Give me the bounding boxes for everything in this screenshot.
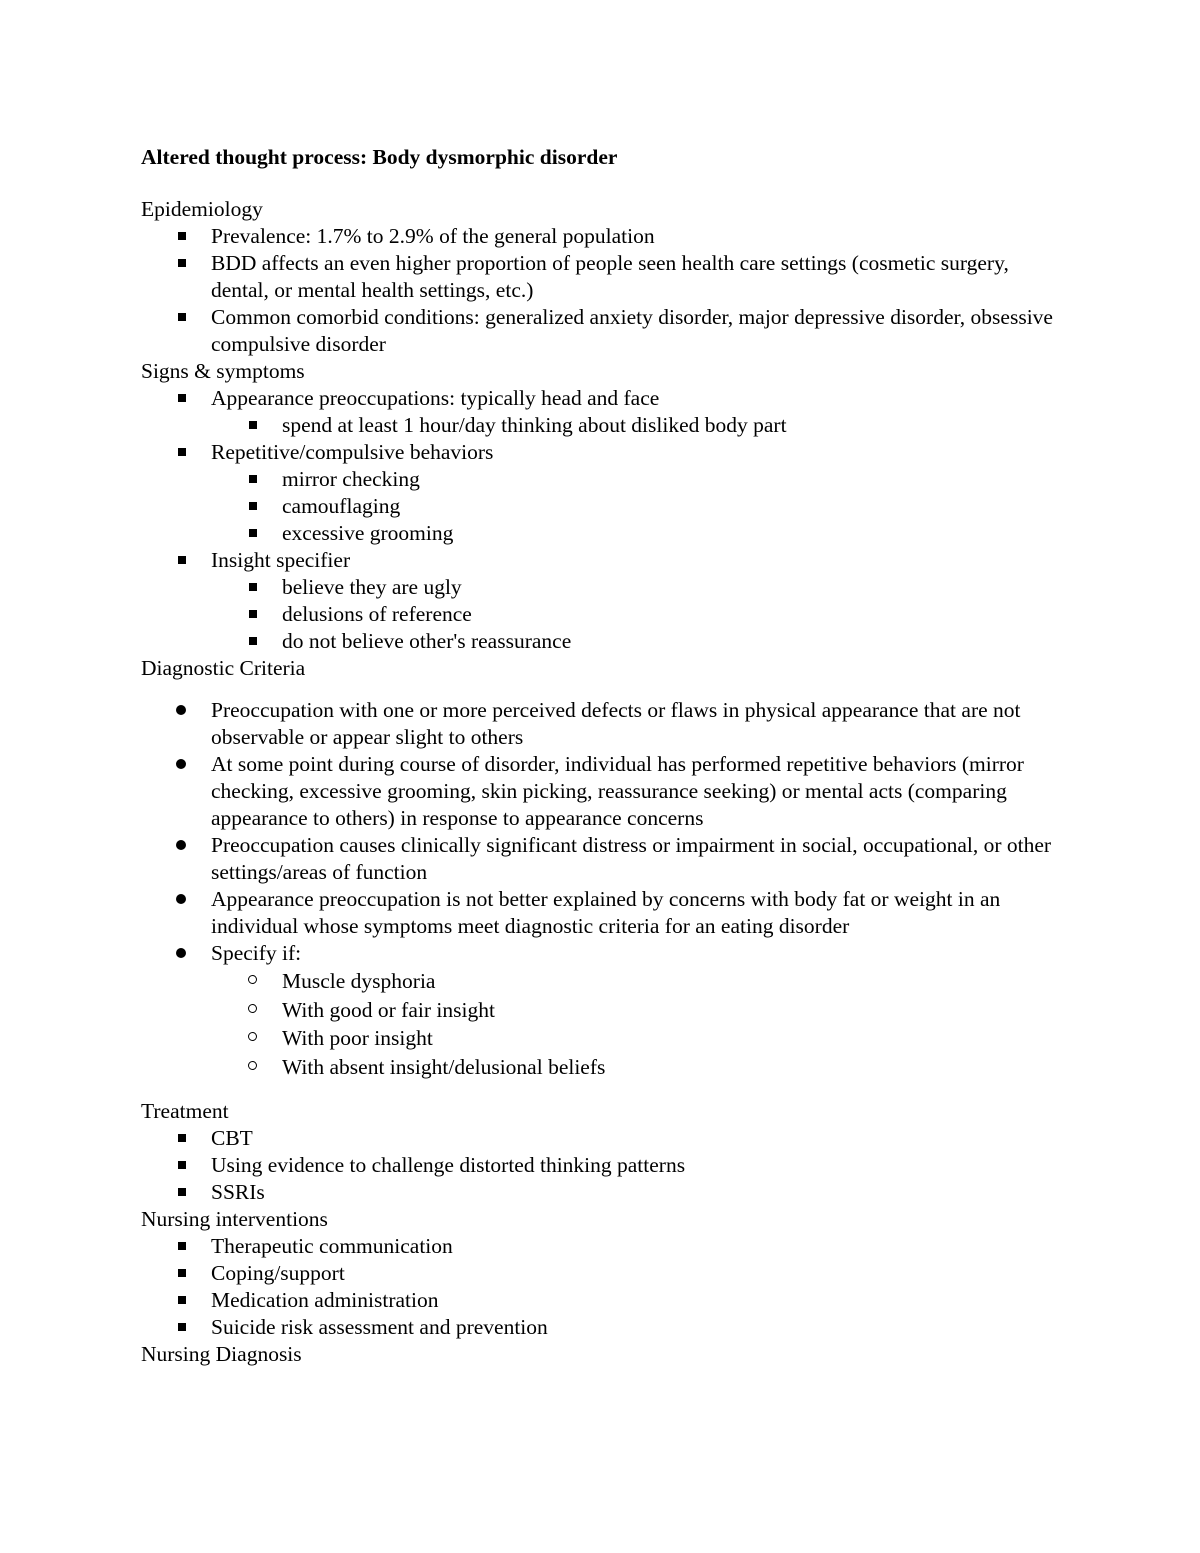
section-heading-treatment: Treatment — [141, 1099, 229, 1123]
square-bullet-icon — [178, 1296, 186, 1304]
document-title: Altered thought process: Body dysmorphic disorder — [141, 145, 618, 169]
list-item: spend at least 1 hour/day thinking about disliked body part — [141, 412, 1061, 439]
list-item: Appearance preoccupations: typically head and face — [141, 385, 1061, 412]
round-bullet-icon — [176, 759, 186, 769]
list-item: CBT — [141, 1125, 1061, 1152]
round-bullet-icon — [176, 948, 186, 958]
list-item: With poor insight — [141, 1024, 1061, 1053]
list-item: Suicide risk assessment and prevention — [141, 1314, 1061, 1341]
hollow-circle-bullet-icon — [248, 975, 257, 984]
list-item: excessive grooming — [141, 520, 1061, 547]
square-bullet-icon — [249, 610, 257, 618]
square-bullet-icon — [249, 529, 257, 537]
list-item: Repetitive/compulsive behaviors — [141, 439, 1061, 466]
square-bullet-icon — [178, 556, 186, 564]
epidemiology-list — [141, 223, 1061, 358]
round-bullet-icon — [176, 894, 186, 904]
list-item: Insight specifier — [141, 547, 1061, 574]
signs-list — [141, 439, 1061, 466]
list-item: Preoccupation causes clinically significant distress or impairment in social, occupational, or other settings/areas of function — [141, 832, 1061, 886]
list-item: At some point during course of disorder, individual has performed repetitive behaviors (mirror checking, excessive grooming, skin picking, reassurance seeking) or mental acts (comparing appearance to others) in response to appearance concerns — [141, 751, 1061, 832]
diagnostic-list — [141, 697, 1061, 967]
list-item: Appearance preoccupation is not better explained by concerns with body fat or weight in an individual whose symptoms meet diagnostic criteria for an eating disorder — [141, 886, 1061, 940]
section-heading-epidemiology: Epidemiology — [141, 197, 263, 221]
signs-sublist — [141, 574, 1061, 655]
square-bullet-icon — [178, 1269, 186, 1277]
square-bullet-icon — [249, 583, 257, 591]
hollow-circle-bullet-icon — [248, 1004, 257, 1013]
round-bullet-icon — [176, 705, 186, 715]
square-bullet-icon — [178, 1242, 186, 1250]
nursing-interventions-list — [141, 1233, 1061, 1341]
section-heading-nursing-interventions: Nursing interventions — [141, 1207, 328, 1231]
section-heading-diagnostic: Diagnostic Criteria — [141, 656, 306, 680]
spacer — [141, 682, 1061, 697]
list-item: believe they are ugly — [141, 574, 1061, 601]
square-bullet-icon — [178, 394, 186, 402]
list-item: Prevalence: 1.7% to 2.9% of the general population — [141, 223, 1061, 250]
list-item: Coping/support — [141, 1260, 1061, 1287]
list-item: Muscle dysphoria — [141, 967, 1061, 996]
list-item: camouflaging — [141, 493, 1061, 520]
list-item: BDD affects an even higher proportion of people seen health care settings (cosmetic surgery, dental, or mental health settings, etc.) — [141, 250, 1061, 304]
square-bullet-icon — [178, 1161, 186, 1169]
hollow-circle-bullet-icon — [248, 1032, 257, 1041]
square-bullet-icon — [249, 502, 257, 510]
signs-sublist — [141, 466, 1061, 547]
signs-sublist — [141, 412, 1061, 439]
spacer — [141, 1081, 1061, 1098]
square-bullet-icon — [178, 448, 186, 456]
section-heading-nursing-diagnosis: Nursing Diagnosis — [141, 1342, 302, 1366]
list-item: Using evidence to challenge distorted thinking patterns — [141, 1152, 1061, 1179]
square-bullet-icon — [178, 1134, 186, 1142]
list-item: With absent insight/delusional beliefs — [141, 1053, 1061, 1082]
square-bullet-icon — [178, 1323, 186, 1331]
treatment-list — [141, 1125, 1061, 1206]
list-item: Medication administration — [141, 1287, 1061, 1314]
square-bullet-icon — [249, 637, 257, 645]
list-item: delusions of reference — [141, 601, 1061, 628]
square-bullet-icon — [178, 232, 186, 240]
list-item: Preoccupation with one or more perceived defects or flaws in physical appearance that are not observable or appear slight to others — [141, 697, 1061, 751]
square-bullet-icon — [178, 313, 186, 321]
list-item: do not believe other's reassurance — [141, 628, 1061, 655]
specify-sublist — [141, 967, 1061, 1081]
list-item: mirror checking — [141, 466, 1061, 493]
round-bullet-icon — [176, 840, 186, 850]
list-item: With good or fair insight — [141, 996, 1061, 1025]
list-item: SSRIs — [141, 1179, 1061, 1206]
hollow-circle-bullet-icon — [248, 1061, 257, 1070]
signs-list — [141, 547, 1061, 574]
signs-list — [141, 385, 1061, 412]
square-bullet-icon — [249, 421, 257, 429]
document-body — [141, 196, 1061, 1368]
list-item: Common comorbid conditions: generalized anxiety disorder, major depressive disorder, obsessive compulsive disorder — [141, 304, 1061, 358]
list-item: Specify if: — [141, 940, 1061, 967]
square-bullet-icon — [249, 475, 257, 483]
section-heading-signs: Signs & symptoms — [141, 359, 305, 383]
square-bullet-icon — [178, 259, 186, 267]
square-bullet-icon — [178, 1188, 186, 1196]
list-item: Therapeutic communication — [141, 1233, 1061, 1260]
